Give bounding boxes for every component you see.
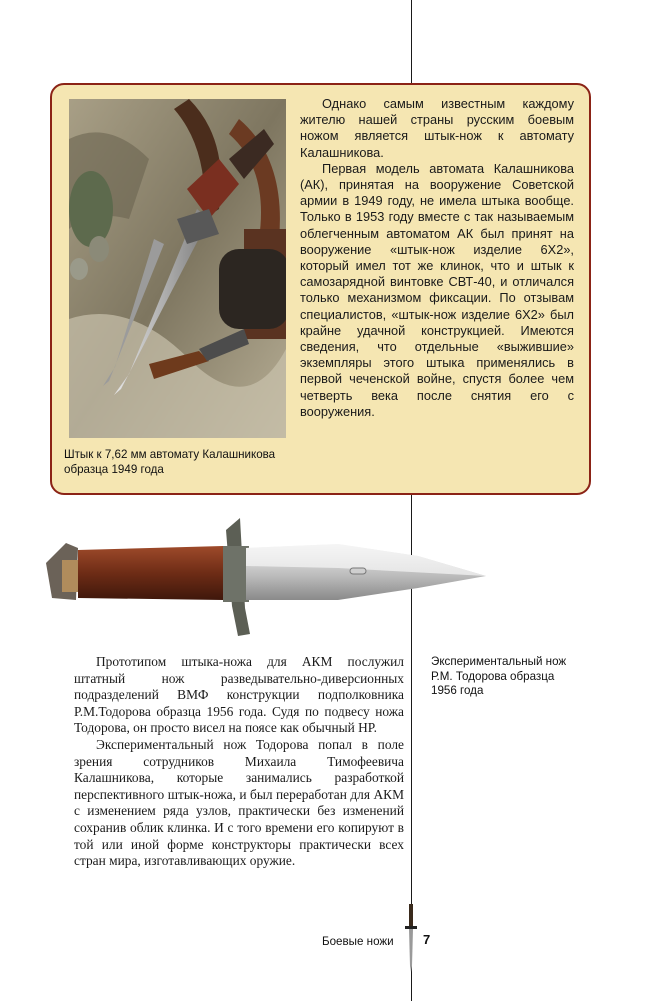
- page-number: 7: [423, 932, 431, 947]
- todorov-knife-image: [38, 508, 488, 643]
- main-text: [74, 654, 404, 870]
- sidebar-paragraph: Первая модель автомата Калашникова (АК), принятая на вооружение Советской армии в 1949 году, не имела штыка вообще. Только в 1953 году вместе с так называемым облегченным автоматом АК был принят на вооружение «штык-нож изделие 6Х2», который имел тот же клинок, что и штык к самозарядной винтовке СВТ-40, и отличался только механизмом фиксации. По отзывам специалистов, «штык-нож изделие 6Х2» был крайне удачной конструкцией. Имеются сведения, что отдельные «выжившие» экземпляры этого штыка применялись в первой чеченской войне, спустя более чем четверть века после снятия его с вооружения.: [300, 160, 574, 419]
- photo-caption: Штык к 7,62 мм автомату Калашникова образца 1949 года: [64, 448, 276, 476]
- main-paragraph: Прототипом штыка-ножа для АКМ послужил штатный нож разведывательно-диверсионных подразделений ВМФ конструкции подполковника Р.М.Тодорова образца 1956 года. Судя по подвесу ножа Тодорова, он просто висел на поясе как обычный НР.: [74, 654, 404, 736]
- decorative-knife-icon: [401, 904, 421, 972]
- footer-title: Боевые ножи: [322, 935, 394, 948]
- sidebar-text: [300, 96, 574, 420]
- sidebar-paragraph: Однако самым известным каждому жителю нашей страны русским боевым ножом является штык-нож к автомату Калашникова.: [300, 96, 574, 160]
- knife-caption: Экспериментальный нож Р.М. Тодорова образца 1956 года: [431, 655, 567, 698]
- bayonet-photo: [69, 99, 286, 438]
- main-paragraph: Экспериментальный нож Тодорова попал в поле зрения сотрудников Михаила Тимофеевича Калашникова, которые занимались разработкой перспективного штык-ножа, и был переработан для АКМ с изменением ряда узлов, практически без изменений сохранив облик клинка. И с того времени его копируют в той или иной форме конструкторы практически всех стран мира, изготавливающих оружие.: [74, 736, 404, 869]
